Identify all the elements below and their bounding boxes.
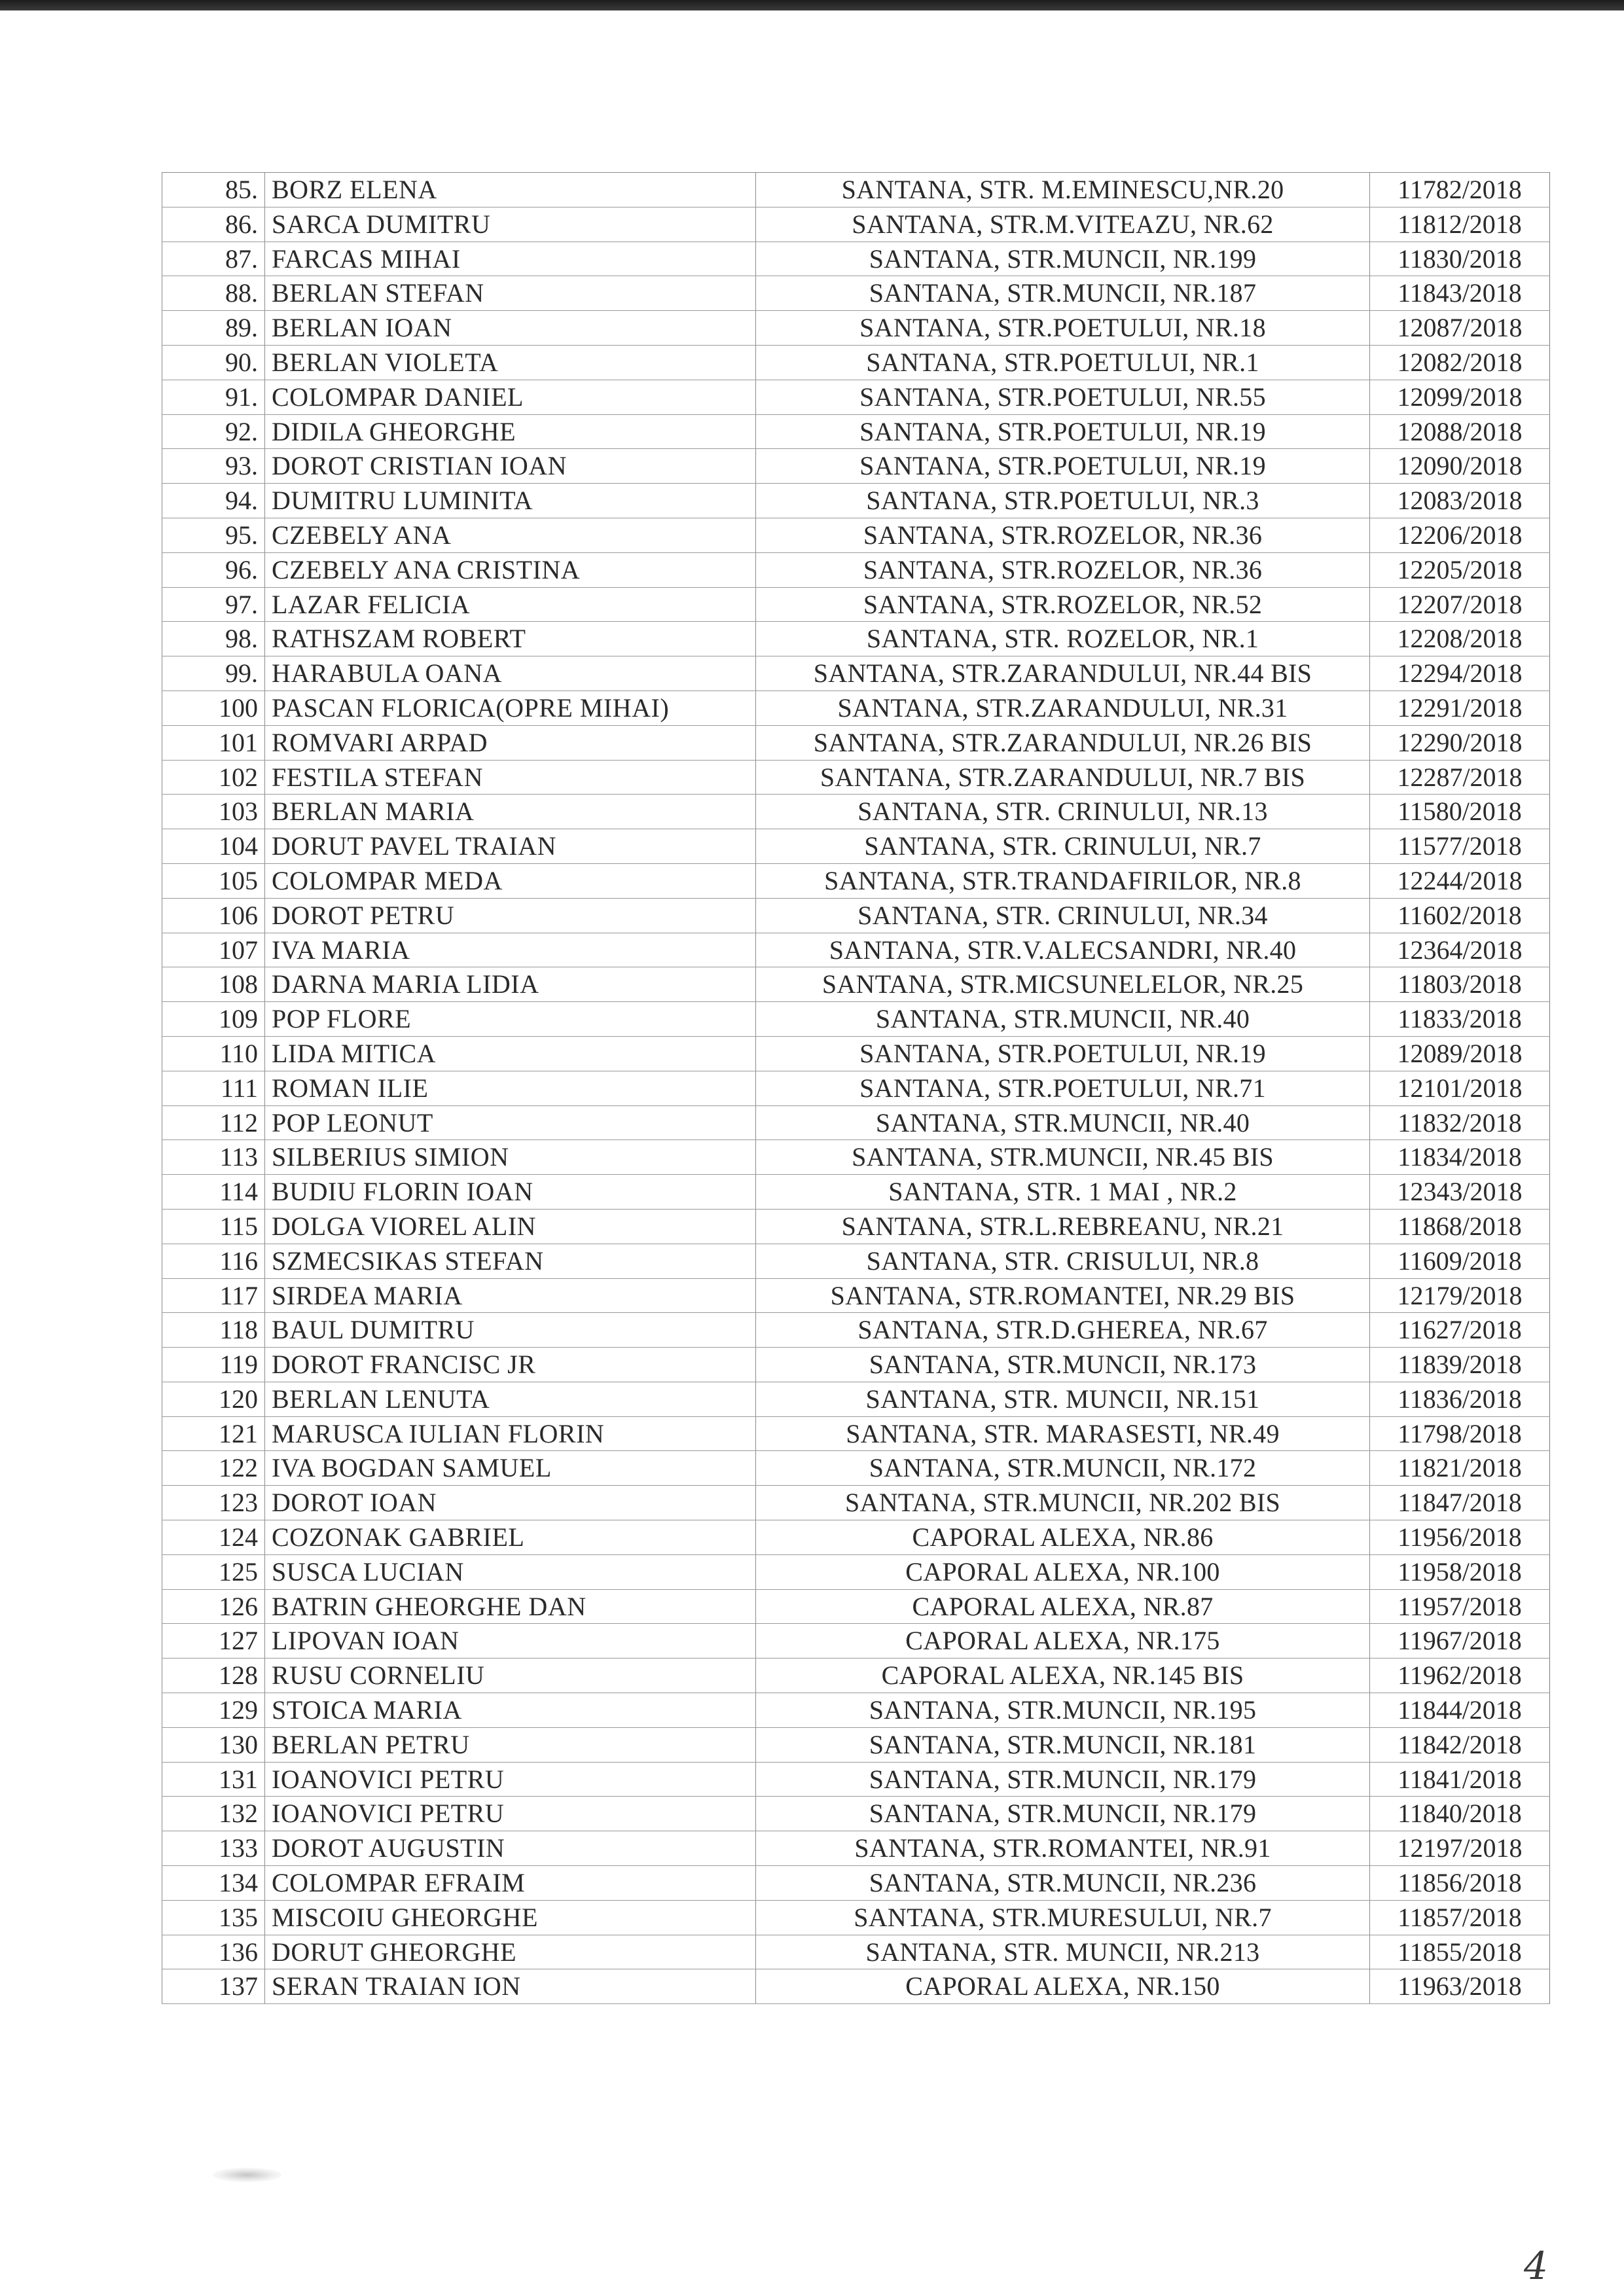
- registration-number: 11812/2018: [1370, 207, 1550, 242]
- row-index: 127: [162, 1624, 265, 1659]
- person-name: COLOMPAR DANIEL: [265, 380, 756, 414]
- table-row: [162, 1727, 1550, 1762]
- registration-number: 12197/2018: [1370, 1831, 1550, 1866]
- person-name: FARCAS MIHAI: [265, 242, 756, 276]
- address: SANTANA, STR.M.VITEAZU, NR.62: [756, 207, 1370, 242]
- table-row: [162, 1175, 1550, 1210]
- row-index: 120: [162, 1382, 265, 1416]
- table-row: [162, 1313, 1550, 1348]
- address: SANTANA, STR. MARASESTI, NR.49: [756, 1416, 1370, 1451]
- address: CAPORAL ALEXA, NR.100: [756, 1554, 1370, 1589]
- row-index: 130: [162, 1727, 265, 1762]
- address: SANTANA, STR.ROZELOR, NR.36: [756, 518, 1370, 552]
- registration-number: 12088/2018: [1370, 414, 1550, 449]
- address: SANTANA, STR. ROZELOR, NR.1: [756, 622, 1370, 656]
- table-row: [162, 1278, 1550, 1313]
- table-row: [162, 1659, 1550, 1693]
- table-row: [162, 552, 1550, 587]
- registration-number: 12208/2018: [1370, 622, 1550, 656]
- address: SANTANA, STR.POETULUI, NR.71: [756, 1071, 1370, 1105]
- row-index: 124: [162, 1520, 265, 1555]
- person-name: DIDILA GHEORGHE: [265, 414, 756, 449]
- person-name: BERLAN MARIA: [265, 795, 756, 829]
- table-row: [162, 1797, 1550, 1831]
- person-name: BUDIU FLORIN IOAN: [265, 1175, 756, 1210]
- registration-number: 12343/2018: [1370, 1175, 1550, 1210]
- registration-number: 12291/2018: [1370, 691, 1550, 725]
- row-index: 92.: [162, 414, 265, 449]
- registration-number: 11798/2018: [1370, 1416, 1550, 1451]
- person-name: SUSCA LUCIAN: [265, 1554, 756, 1589]
- person-name: SERAN TRAIAN ION: [265, 1969, 756, 2004]
- table-row: [162, 863, 1550, 898]
- registration-number: 11609/2018: [1370, 1244, 1550, 1278]
- registration-number: 12087/2018: [1370, 311, 1550, 346]
- address: SANTANA, STR.L.REBREANU, NR.21: [756, 1209, 1370, 1244]
- address: SANTANA, STR. CRINULUI, NR.34: [756, 898, 1370, 933]
- address: SANTANA, STR.MUNCII, NR.45 BIS: [756, 1140, 1370, 1175]
- address: SANTANA, STR.MUNCII, NR.199: [756, 242, 1370, 276]
- row-index: 116: [162, 1244, 265, 1278]
- registration-number: 12099/2018: [1370, 380, 1550, 414]
- registration-number: 12244/2018: [1370, 863, 1550, 898]
- table-row: [162, 691, 1550, 725]
- table-row: [162, 1416, 1550, 1451]
- table-row: [162, 380, 1550, 414]
- registration-number: 11580/2018: [1370, 795, 1550, 829]
- table-row: [162, 1520, 1550, 1555]
- row-index: 109: [162, 1002, 265, 1037]
- person-name: IVA MARIA: [265, 933, 756, 967]
- address: SANTANA, STR.V.ALECSANDRI, NR.40: [756, 933, 1370, 967]
- person-name: MARUSCA IULIAN FLORIN: [265, 1416, 756, 1451]
- table-row: [162, 1036, 1550, 1071]
- person-name: CZEBELY ANA: [265, 518, 756, 552]
- table-row: [162, 1486, 1550, 1520]
- row-index: 86.: [162, 207, 265, 242]
- table-row: [162, 1693, 1550, 1728]
- registration-number: 11577/2018: [1370, 829, 1550, 864]
- table-row: [162, 414, 1550, 449]
- address: SANTANA, STR.ZARANDULUI, NR.7 BIS: [756, 760, 1370, 795]
- row-index: 114: [162, 1175, 265, 1210]
- row-index: 93.: [162, 449, 265, 484]
- person-name: HARABULA OANA: [265, 656, 756, 691]
- address: SANTANA, STR.TRANDAFIRILOR, NR.8: [756, 863, 1370, 898]
- row-index: 95.: [162, 518, 265, 552]
- row-index: 104: [162, 829, 265, 864]
- address: SANTANA, STR.MUNCII, NR.195: [756, 1693, 1370, 1728]
- address: SANTANA, STR.POETULUI, NR.55: [756, 380, 1370, 414]
- registry-table: [162, 172, 1550, 2004]
- row-index: 136: [162, 1935, 265, 1969]
- address: CAPORAL ALEXA, NR.86: [756, 1520, 1370, 1555]
- table-row: [162, 898, 1550, 933]
- table-row: [162, 1244, 1550, 1278]
- address: CAPORAL ALEXA, NR.175: [756, 1624, 1370, 1659]
- table-row: [162, 276, 1550, 311]
- registration-number: 11803/2018: [1370, 967, 1550, 1002]
- person-name: STOICA MARIA: [265, 1693, 756, 1728]
- row-index: 135: [162, 1900, 265, 1935]
- registry-body: [162, 173, 1550, 2004]
- address: SANTANA, STR.MUNCII, NR.202 BIS: [756, 1486, 1370, 1520]
- table-row: [162, 311, 1550, 346]
- person-name: SZMECSIKAS STEFAN: [265, 1244, 756, 1278]
- address: SANTANA, STR.MUNCII, NR.187: [756, 276, 1370, 311]
- table-row: [162, 1554, 1550, 1589]
- row-index: 101: [162, 725, 265, 760]
- registration-number: 12083/2018: [1370, 484, 1550, 518]
- address: SANTANA, STR.ZARANDULUI, NR.26 BIS: [756, 725, 1370, 760]
- registration-number: 12179/2018: [1370, 1278, 1550, 1313]
- row-index: 88.: [162, 276, 265, 311]
- address: SANTANA, STR.ROZELOR, NR.36: [756, 552, 1370, 587]
- registration-number: 11782/2018: [1370, 173, 1550, 207]
- person-name: RUSU CORNELIU: [265, 1659, 756, 1693]
- registration-number: 11840/2018: [1370, 1797, 1550, 1831]
- row-index: 103: [162, 795, 265, 829]
- person-name: SILBERIUS SIMION: [265, 1140, 756, 1175]
- address: SANTANA, STR.MUNCII, NR.179: [756, 1797, 1370, 1831]
- person-name: MISCOIU GHEORGHE: [265, 1900, 756, 1935]
- handwritten-page-number: 4: [1524, 2244, 1548, 2288]
- row-index: 117: [162, 1278, 265, 1313]
- person-name: BATRIN GHEORGHE DAN: [265, 1589, 756, 1624]
- row-index: 115: [162, 1209, 265, 1244]
- registration-number: 11821/2018: [1370, 1451, 1550, 1486]
- person-name: CZEBELY ANA CRISTINA: [265, 552, 756, 587]
- address: SANTANA, STR.POETULUI, NR.3: [756, 484, 1370, 518]
- row-index: 89.: [162, 311, 265, 346]
- registration-number: 12205/2018: [1370, 552, 1550, 587]
- person-name: DOROT FRANCISC JR: [265, 1348, 756, 1382]
- person-name: SIRDEA MARIA: [265, 1278, 756, 1313]
- address: SANTANA, STR.ZARANDULUI, NR.44 BIS: [756, 656, 1370, 691]
- address: SANTANA, STR. CRISULUI, NR.8: [756, 1244, 1370, 1278]
- table-row: [162, 1140, 1550, 1175]
- address: SANTANA, STR.MUNCII, NR.172: [756, 1451, 1370, 1486]
- address: CAPORAL ALEXA, NR.145 BIS: [756, 1659, 1370, 1693]
- table-row: [162, 725, 1550, 760]
- row-index: 129: [162, 1693, 265, 1728]
- person-name: PASCAN FLORICA(OPRE MIHAI): [265, 691, 756, 725]
- address: SANTANA, STR. 1 MAI , NR.2: [756, 1175, 1370, 1210]
- address: SANTANA, STR.MUNCII, NR.173: [756, 1348, 1370, 1382]
- table-row: [162, 1969, 1550, 2004]
- registration-number: 12082/2018: [1370, 345, 1550, 380]
- row-index: 90.: [162, 345, 265, 380]
- row-index: 98.: [162, 622, 265, 656]
- row-index: 108: [162, 967, 265, 1002]
- person-name: BERLAN VIOLETA: [265, 345, 756, 380]
- address: SANTANA, STR.POETULUI, NR.18: [756, 311, 1370, 346]
- address: SANTANA, STR.ROMANTEI, NR.29 BIS: [756, 1278, 1370, 1313]
- table-row: [162, 518, 1550, 552]
- row-index: 105: [162, 863, 265, 898]
- table-row: [162, 242, 1550, 276]
- row-index: 137: [162, 1969, 265, 2004]
- person-name: DUMITRU LUMINITA: [265, 484, 756, 518]
- person-name: ROMVARI ARPAD: [265, 725, 756, 760]
- person-name: DARNA MARIA LIDIA: [265, 967, 756, 1002]
- table-row: [162, 1866, 1550, 1901]
- registration-number: 11857/2018: [1370, 1900, 1550, 1935]
- registration-number: 11841/2018: [1370, 1762, 1550, 1797]
- person-name: COZONAK GABRIEL: [265, 1520, 756, 1555]
- table-row: [162, 933, 1550, 967]
- address: SANTANA, STR.MUNCII, NR.236: [756, 1866, 1370, 1901]
- address: SANTANA, STR. CRINULUI, NR.13: [756, 795, 1370, 829]
- table-row: [162, 1935, 1550, 1969]
- address: SANTANA, STR.ROMANTEI, NR.91: [756, 1831, 1370, 1866]
- row-index: 96.: [162, 552, 265, 587]
- row-index: 85.: [162, 173, 265, 207]
- registration-number: 11830/2018: [1370, 242, 1550, 276]
- table-row: [162, 1382, 1550, 1416]
- person-name: IOANOVICI PETRU: [265, 1762, 756, 1797]
- address: CAPORAL ALEXA, NR.150: [756, 1969, 1370, 2004]
- person-name: IVA BOGDAN SAMUEL: [265, 1451, 756, 1486]
- row-index: 113: [162, 1140, 265, 1175]
- row-index: 122: [162, 1451, 265, 1486]
- address: SANTANA, STR. M.EMINESCU,NR.20: [756, 173, 1370, 207]
- address: SANTANA, STR.MUNCII, NR.40: [756, 1002, 1370, 1037]
- address: SANTANA, STR.MUNCII, NR.179: [756, 1762, 1370, 1797]
- row-index: 97.: [162, 587, 265, 622]
- row-index: 132: [162, 1797, 265, 1831]
- person-name: FESTILA STEFAN: [265, 760, 756, 795]
- person-name: LIPOVAN IOAN: [265, 1624, 756, 1659]
- row-index: 102: [162, 760, 265, 795]
- person-name: RATHSZAM ROBERT: [265, 622, 756, 656]
- person-name: COLOMPAR MEDA: [265, 863, 756, 898]
- person-name: DOROT AUGUSTIN: [265, 1831, 756, 1866]
- registration-number: 11956/2018: [1370, 1520, 1550, 1555]
- table-row: [162, 622, 1550, 656]
- row-index: 112: [162, 1105, 265, 1140]
- table-row: [162, 207, 1550, 242]
- person-name: IOANOVICI PETRU: [265, 1797, 756, 1831]
- address: SANTANA, STR.POETULUI, NR.1: [756, 345, 1370, 380]
- table-row: [162, 1209, 1550, 1244]
- person-name: COLOMPAR EFRAIM: [265, 1866, 756, 1901]
- person-name: BERLAN IOAN: [265, 311, 756, 346]
- table-row: [162, 829, 1550, 864]
- registration-number: 11833/2018: [1370, 1002, 1550, 1037]
- person-name: DOROT CRISTIAN IOAN: [265, 449, 756, 484]
- row-index: 119: [162, 1348, 265, 1382]
- row-index: 94.: [162, 484, 265, 518]
- address: SANTANA, STR.D.GHEREA, NR.67: [756, 1313, 1370, 1348]
- person-name: BERLAN STEFAN: [265, 276, 756, 311]
- registration-number: 12089/2018: [1370, 1036, 1550, 1071]
- row-index: 100: [162, 691, 265, 725]
- person-name: POP FLORE: [265, 1002, 756, 1037]
- registration-number: 11836/2018: [1370, 1382, 1550, 1416]
- person-name: DOLGA VIOREL ALIN: [265, 1209, 756, 1244]
- person-name: SARCA DUMITRU: [265, 207, 756, 242]
- row-index: 131: [162, 1762, 265, 1797]
- row-index: 125: [162, 1554, 265, 1589]
- table-row: [162, 484, 1550, 518]
- row-index: 110: [162, 1036, 265, 1071]
- scan-smudge: [213, 2168, 281, 2182]
- table-row: [162, 1762, 1550, 1797]
- table-row: [162, 345, 1550, 380]
- registration-number: 11856/2018: [1370, 1866, 1550, 1901]
- registration-number: 11868/2018: [1370, 1209, 1550, 1244]
- address: SANTANA, STR. CRINULUI, NR.7: [756, 829, 1370, 864]
- row-index: 106: [162, 898, 265, 933]
- person-name: DOROT IOAN: [265, 1486, 756, 1520]
- person-name: DORUT GHEORGHE: [265, 1935, 756, 1969]
- registration-number: 11967/2018: [1370, 1624, 1550, 1659]
- registration-number: 12090/2018: [1370, 449, 1550, 484]
- table-row: [162, 1071, 1550, 1105]
- table-row: [162, 1589, 1550, 1624]
- registration-number: 11958/2018: [1370, 1554, 1550, 1589]
- row-index: 123: [162, 1486, 265, 1520]
- registration-number: 12294/2018: [1370, 656, 1550, 691]
- person-name: BERLAN PETRU: [265, 1727, 756, 1762]
- table-row: [162, 1348, 1550, 1382]
- person-name: DOROT PETRU: [265, 898, 756, 933]
- registration-number: 11627/2018: [1370, 1313, 1550, 1348]
- table-row: [162, 656, 1550, 691]
- table-row: [162, 1831, 1550, 1866]
- person-name: BAUL DUMITRU: [265, 1313, 756, 1348]
- table-row: [162, 173, 1550, 207]
- table-row: [162, 449, 1550, 484]
- address: SANTANA, STR. MUNCII, NR.213: [756, 1935, 1370, 1969]
- registration-number: 12207/2018: [1370, 587, 1550, 622]
- person-name: ROMAN ILIE: [265, 1071, 756, 1105]
- row-index: 126: [162, 1589, 265, 1624]
- row-index: 91.: [162, 380, 265, 414]
- row-index: 111: [162, 1071, 265, 1105]
- registration-number: 11962/2018: [1370, 1659, 1550, 1693]
- address: SANTANA, STR.MUNCII, NR.181: [756, 1727, 1370, 1762]
- address: SANTANA, STR.POETULUI, NR.19: [756, 449, 1370, 484]
- table-row: [162, 587, 1550, 622]
- table-row: [162, 1002, 1550, 1037]
- registration-number: 11834/2018: [1370, 1140, 1550, 1175]
- person-name: BORZ ELENA: [265, 173, 756, 207]
- person-name: POP LEONUT: [265, 1105, 756, 1140]
- person-name: LAZAR FELICIA: [265, 587, 756, 622]
- address: SANTANA, STR.POETULUI, NR.19: [756, 1036, 1370, 1071]
- row-index: 87.: [162, 242, 265, 276]
- row-index: 134: [162, 1866, 265, 1901]
- table-row: [162, 760, 1550, 795]
- person-name: DORUT PAVEL TRAIAN: [265, 829, 756, 864]
- registration-number: 11839/2018: [1370, 1348, 1550, 1382]
- registration-number: 11963/2018: [1370, 1969, 1550, 2004]
- registration-number: 11602/2018: [1370, 898, 1550, 933]
- table-row: [162, 795, 1550, 829]
- table-row: [162, 1451, 1550, 1486]
- address: SANTANA, STR. MUNCII, NR.151: [756, 1382, 1370, 1416]
- person-name: BERLAN LENUTA: [265, 1382, 756, 1416]
- row-index: 128: [162, 1659, 265, 1693]
- row-index: 133: [162, 1831, 265, 1866]
- row-index: 118: [162, 1313, 265, 1348]
- table-row: [162, 1900, 1550, 1935]
- person-name: LIDA MITICA: [265, 1036, 756, 1071]
- row-index: 107: [162, 933, 265, 967]
- registration-number: 11847/2018: [1370, 1486, 1550, 1520]
- table-row: [162, 967, 1550, 1002]
- registration-number: 12206/2018: [1370, 518, 1550, 552]
- registration-number: 12287/2018: [1370, 760, 1550, 795]
- row-index: 99.: [162, 656, 265, 691]
- scan-top-edge: [0, 0, 1624, 10]
- registration-number: 11844/2018: [1370, 1693, 1550, 1728]
- address: SANTANA, STR.MUNCII, NR.40: [756, 1105, 1370, 1140]
- registration-number: 12101/2018: [1370, 1071, 1550, 1105]
- address: SANTANA, STR.POETULUI, NR.19: [756, 414, 1370, 449]
- registration-number: 11957/2018: [1370, 1589, 1550, 1624]
- address: SANTANA, STR.MURESULUI, NR.7: [756, 1900, 1370, 1935]
- registration-number: 12290/2018: [1370, 725, 1550, 760]
- address: SANTANA, STR.ROZELOR, NR.52: [756, 587, 1370, 622]
- registration-number: 11832/2018: [1370, 1105, 1550, 1140]
- address: SANTANA, STR.ZARANDULUI, NR.31: [756, 691, 1370, 725]
- row-index: 121: [162, 1416, 265, 1451]
- registration-number: 12364/2018: [1370, 933, 1550, 967]
- registration-number: 11842/2018: [1370, 1727, 1550, 1762]
- registration-number: 11843/2018: [1370, 276, 1550, 311]
- table-row: [162, 1624, 1550, 1659]
- table-row: [162, 1105, 1550, 1140]
- registration-number: 11855/2018: [1370, 1935, 1550, 1969]
- address: CAPORAL ALEXA, NR.87: [756, 1589, 1370, 1624]
- address: SANTANA, STR.MICSUNELELOR, NR.25: [756, 967, 1370, 1002]
